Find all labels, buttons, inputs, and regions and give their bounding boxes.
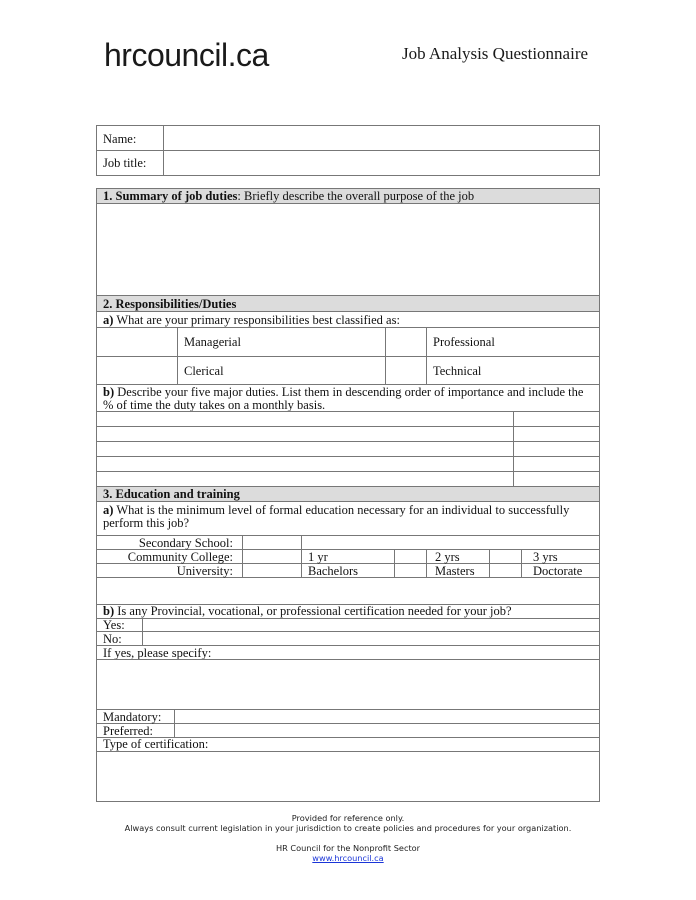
preferred-field[interactable] — [175, 724, 599, 737]
option-clerical: Clerical — [184, 364, 224, 378]
section1-header — [103, 189, 474, 203]
duty-row[interactable] — [97, 472, 513, 486]
college-1yr: 1 yr — [308, 550, 328, 564]
yes-label: Yes: — [103, 618, 125, 632]
name-field[interactable] — [164, 126, 599, 150]
university-doctorate: Doctorate — [533, 564, 583, 578]
section2-question-a: a) What are your primary responsibilities best classified as: — [103, 313, 400, 327]
section1-heading: 1. Summary of job duties — [103, 189, 238, 203]
questionnaire-table — [96, 188, 600, 802]
duty-row[interactable] — [97, 412, 513, 426]
certification-type-field[interactable] — [97, 752, 599, 801]
section2-heading: 2. Responsibilities/Duties — [103, 297, 237, 311]
university-checkbox[interactable] — [243, 564, 301, 577]
preferred-label: Preferred: — [103, 724, 153, 738]
technical-checkbox[interactable] — [386, 357, 426, 384]
duty-row[interactable] — [97, 427, 513, 441]
section3-heading: 3. Education and training — [103, 487, 240, 501]
section2-question-b-line2: % of time the duty takes on a monthly basis. — [103, 398, 326, 412]
level-secondary: Secondary School: — [138, 536, 233, 550]
footer-legislation-note: Always consult current legislation in your jurisdiction to create policies and procedures for your organization. — [124, 823, 572, 833]
document-title: Job Analysis Questionnaire — [402, 44, 589, 63]
duty-row[interactable] — [97, 442, 513, 456]
certification-type-label: Type of certification: — [103, 737, 209, 751]
option-professional: Professional — [433, 335, 495, 349]
footer-link-row — [0, 853, 696, 863]
professional-checkbox[interactable] — [386, 328, 426, 356]
section2-question-b: b) Describe your five major duties. List them in descending order of importance and include the — [103, 385, 584, 399]
university-masters: Masters — [435, 564, 475, 578]
mandatory-label: Mandatory: — [103, 710, 162, 724]
summary-field[interactable] — [97, 204, 599, 295]
certification-no-field[interactable] — [143, 632, 599, 645]
no-label: No: — [103, 632, 122, 646]
mandatory-field[interactable] — [175, 710, 599, 723]
college-3yrs: 3 yrs — [533, 550, 558, 564]
level-university: University: — [176, 564, 233, 578]
education-notes-field[interactable] — [97, 578, 599, 604]
level-college: Community College: — [127, 550, 233, 564]
job-title-field[interactable] — [164, 151, 599, 175]
website-link[interactable]: www.hrcouncil.ca — [312, 853, 384, 863]
certification-yes-field[interactable] — [143, 619, 599, 631]
college-2yrs: 2 yrs — [435, 550, 460, 564]
managerial-checkbox[interactable] — [97, 328, 177, 356]
identity-table — [96, 125, 600, 176]
section3-question-b: b) Is any Provincial, vocational, or professional certification needed for your job? — [103, 604, 512, 618]
section3-question-a-line2: perform this job? — [103, 516, 190, 530]
university-bachelors: Bachelors — [308, 564, 358, 578]
option-technical: Technical — [433, 364, 482, 378]
clerical-checkbox[interactable] — [97, 357, 177, 384]
duty-row[interactable] — [97, 457, 513, 471]
section3-question-a: a) What is the minimum level of formal education necessary for an individual to successfully — [103, 503, 570, 517]
section1-instruction: : Briefly describe the overall purpose of the job — [237, 189, 475, 203]
secondary-checkbox[interactable] — [243, 536, 301, 549]
footer-organization: HR Council for the Nonprofit Sector — [275, 843, 421, 853]
hrcouncil-logo: hrcouncil.ca — [104, 37, 269, 73]
specify-field[interactable] — [97, 660, 599, 709]
name-label: Name: — [103, 132, 137, 146]
job-title-label: Job title: — [103, 156, 147, 170]
option-managerial: Managerial — [184, 335, 241, 349]
footer-disclaimer: Provided for reference only. — [291, 813, 405, 823]
specify-label: If yes, please specify: — [103, 646, 212, 660]
college-checkbox[interactable] — [243, 550, 301, 563]
